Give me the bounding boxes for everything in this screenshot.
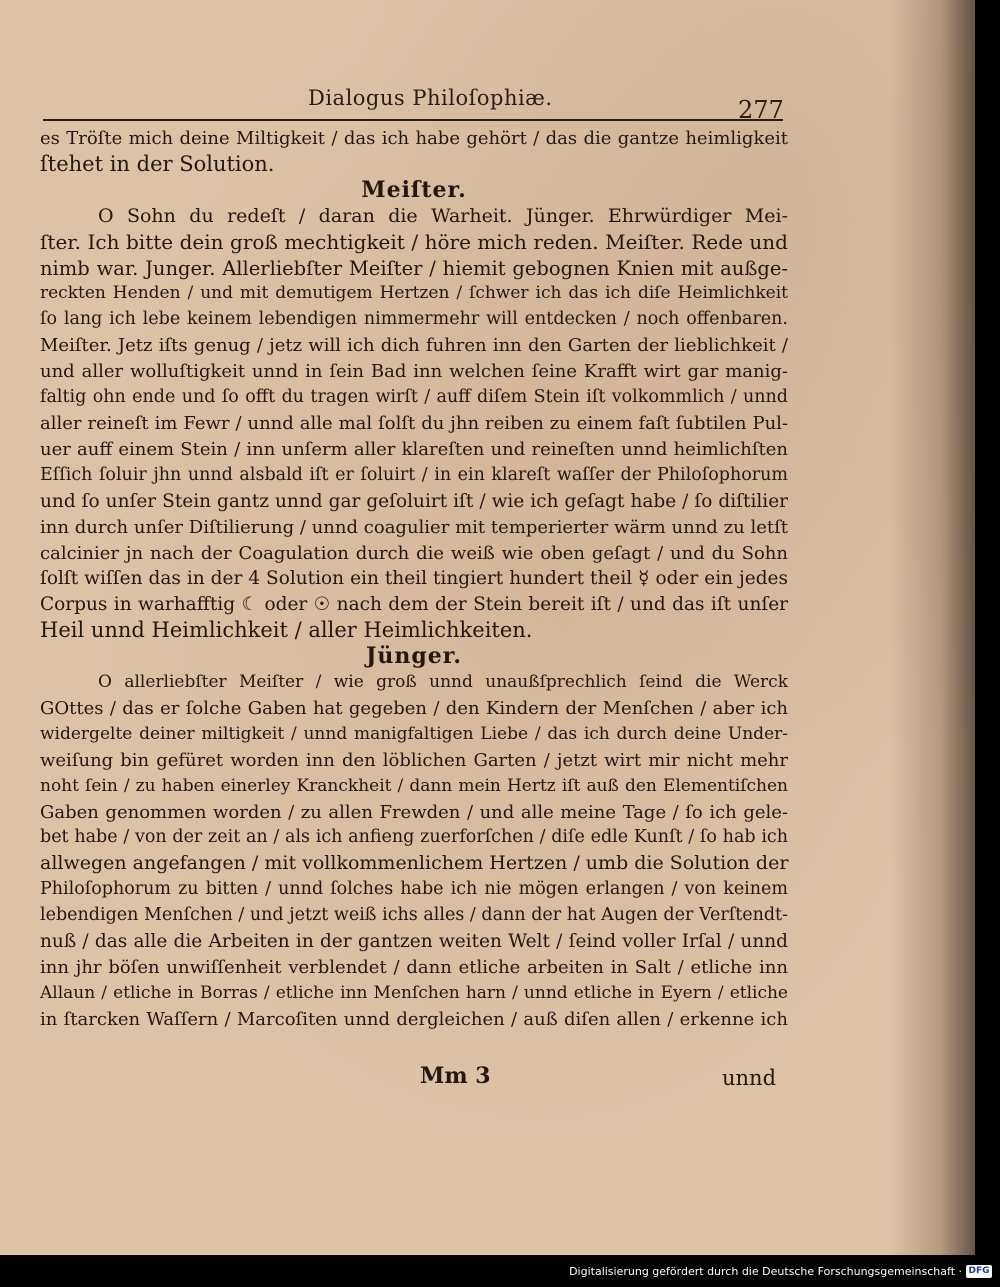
text-line: ſter. Ich bitte dein groß mechtigkeit / höre mich reden. Meiſter. Rede und	[40, 229, 788, 254]
text-line: Allaun / etliche in Borras / etliche inn Menſchen harn / unnd etliche in Eyern / etliche	[40, 982, 788, 1003]
text-line: bet habe / von der zeit an / als ich anfieng zuerforſchen / diſe edle Kunſt / ſo hab ich	[40, 827, 788, 848]
text-line: es Tröſte mich deine Miltigkeit / das ich habe gehört / das die gantze heimligkeit	[40, 128, 788, 149]
body-text	[40, 126, 788, 1033]
text-line: weiſung bin gefüret worden inn den löblichen Garten / jetzt wirt mir nicht mehr	[40, 749, 788, 771]
text-line: Meiſter. Jetz iſts genug / jetz will ich dich fuhren inn den Garten der lieblichkeit /	[40, 335, 788, 357]
header-rule	[43, 119, 783, 121]
text-line: widergelte deiner miltigkeit / unnd manigfaltigen Liebe / das ich durch deine Under-	[40, 723, 788, 744]
text-line: und aller wolluſtigkeit unnd in ſein Bad inn welchen ſeine Krafft wirt gar manig-	[40, 361, 788, 383]
text-line: lebendigen Menſchen / und jetzt weiß ichs alles / dann der hat Augen der Verſtendt-	[40, 905, 788, 926]
dfg-logo: DFG	[966, 1265, 992, 1278]
text-line: faltig ohn ende und ſo offt du tragen wirſt / auff diſem Stein iſt volkommlich / unnd	[40, 387, 788, 408]
running-head: Dialogus Philoſophiæ.	[308, 86, 553, 110]
text-line: Heil unnd Heimlichkeit / aller Heimlichkeiten.	[40, 618, 533, 643]
text-line: inn durch unſer Diſtilierung / unnd coagulier mit temperierter wärm unnd zu letſt	[40, 516, 788, 538]
paragraph-1	[40, 126, 788, 178]
text-line: Eſſich ſoluir jhn unnd alsbald iſt er ſoluirt / in ein klareſt waſſer der Philoſophorum	[40, 464, 788, 485]
text-line: O Sohn du redeſt / daran die Warheit. Jünger. Ehrwürdiger Mei-	[98, 204, 788, 227]
speaker-heading: Meiſter.	[361, 176, 467, 203]
text-line: allwegen angefangen / mit vollkommenlichem Hertzen / umb die Solution der	[40, 852, 789, 875]
text-line: reckten Henden / und mit demutigem Hertzen / ſchwer ich das ich diſe Heimlichkeit	[40, 283, 788, 304]
signature-mark: Mm 3	[420, 1063, 491, 1089]
text-line: noht ſein / zu haben einerley Kranckheit / dann mein Hertz iſt auß den Elementiſchen	[40, 775, 788, 796]
text-line: und ſo unſer Stein gantz unnd gar geſoluirt iſt / wie ich geſagt habe / ſo diſtilier	[40, 490, 788, 512]
text-line: ſo lang ich lebe keinem lebendigen nimmermehr will entdecken / noch offenbaren.	[40, 309, 788, 330]
text-line: ſolſt wiſſen das in der 4 Solution ein theil tingiert hundert theil ☿ oder ein jedes	[40, 568, 788, 590]
page-edge-shadow	[890, 0, 975, 1255]
paragraph-2	[40, 204, 788, 644]
text-line: nimb war. Junger. Allerliebſter Meiſter / hiemit gebognen Knien mit außge-	[40, 256, 788, 280]
text-line: nuß / das alle die Arbeiten in der gantzen weiten Welt / ſeind voller Irſal / unnd	[40, 931, 788, 953]
catchword: unnd	[722, 1066, 777, 1090]
text-line: Gaben genommen worden / zu allen Frewden / und alle meine Tage / ſo ich gele-	[40, 801, 788, 823]
page-number: 277	[738, 96, 784, 124]
digitization-footer	[569, 1265, 992, 1278]
paragraph-3	[40, 670, 788, 1033]
text-line: uer auff einem Stein / inn unſerm aller klareſten und reineſten unnd heimlichſten	[40, 438, 788, 460]
text-line: GOttes / das er ſolche Gaben hat gegeben / den Kindern der Menſchen / aber ich	[40, 697, 788, 719]
text-line: inn jhr böſen unwiſſenheit verblendet / dann etliche arbeiten in Salt / etliche inn	[40, 957, 788, 978]
text-line: calcinier jn nach der Coagulation durch die weiß wie oben geſagt / und du Sohn	[40, 542, 788, 564]
text-line: ſtehet in der Solution.	[40, 151, 275, 176]
text-line: in ſtarcken Waſſern / Marcoſiten unnd dergleichen / auß diſen allen / erkenne ich	[40, 1008, 788, 1030]
text-line: Philoſophorum zu bitten / unnd ſolches habe ich nie mögen erlangen / von keinem	[40, 879, 788, 900]
text-line: aller reineſt im Fewr / unnd alle mal ſolſt du jhn reiben zu einem faſt ſubtilen Pul-	[40, 412, 788, 434]
speaker-heading: Jünger.	[365, 643, 462, 670]
text-line: O allerliebſter Meiſter / wie groß unnd unaußſprechlich ſeind die Werck	[98, 672, 788, 693]
text-line: Corpus in warhafftig ☾ oder ☉ nach dem der Stein bereit iſt / und das iſt unſer	[40, 594, 788, 616]
footer-credit: Digitalisierung gefördert durch die Deutsche Forschungsgemeinschaft ·	[569, 1265, 962, 1278]
